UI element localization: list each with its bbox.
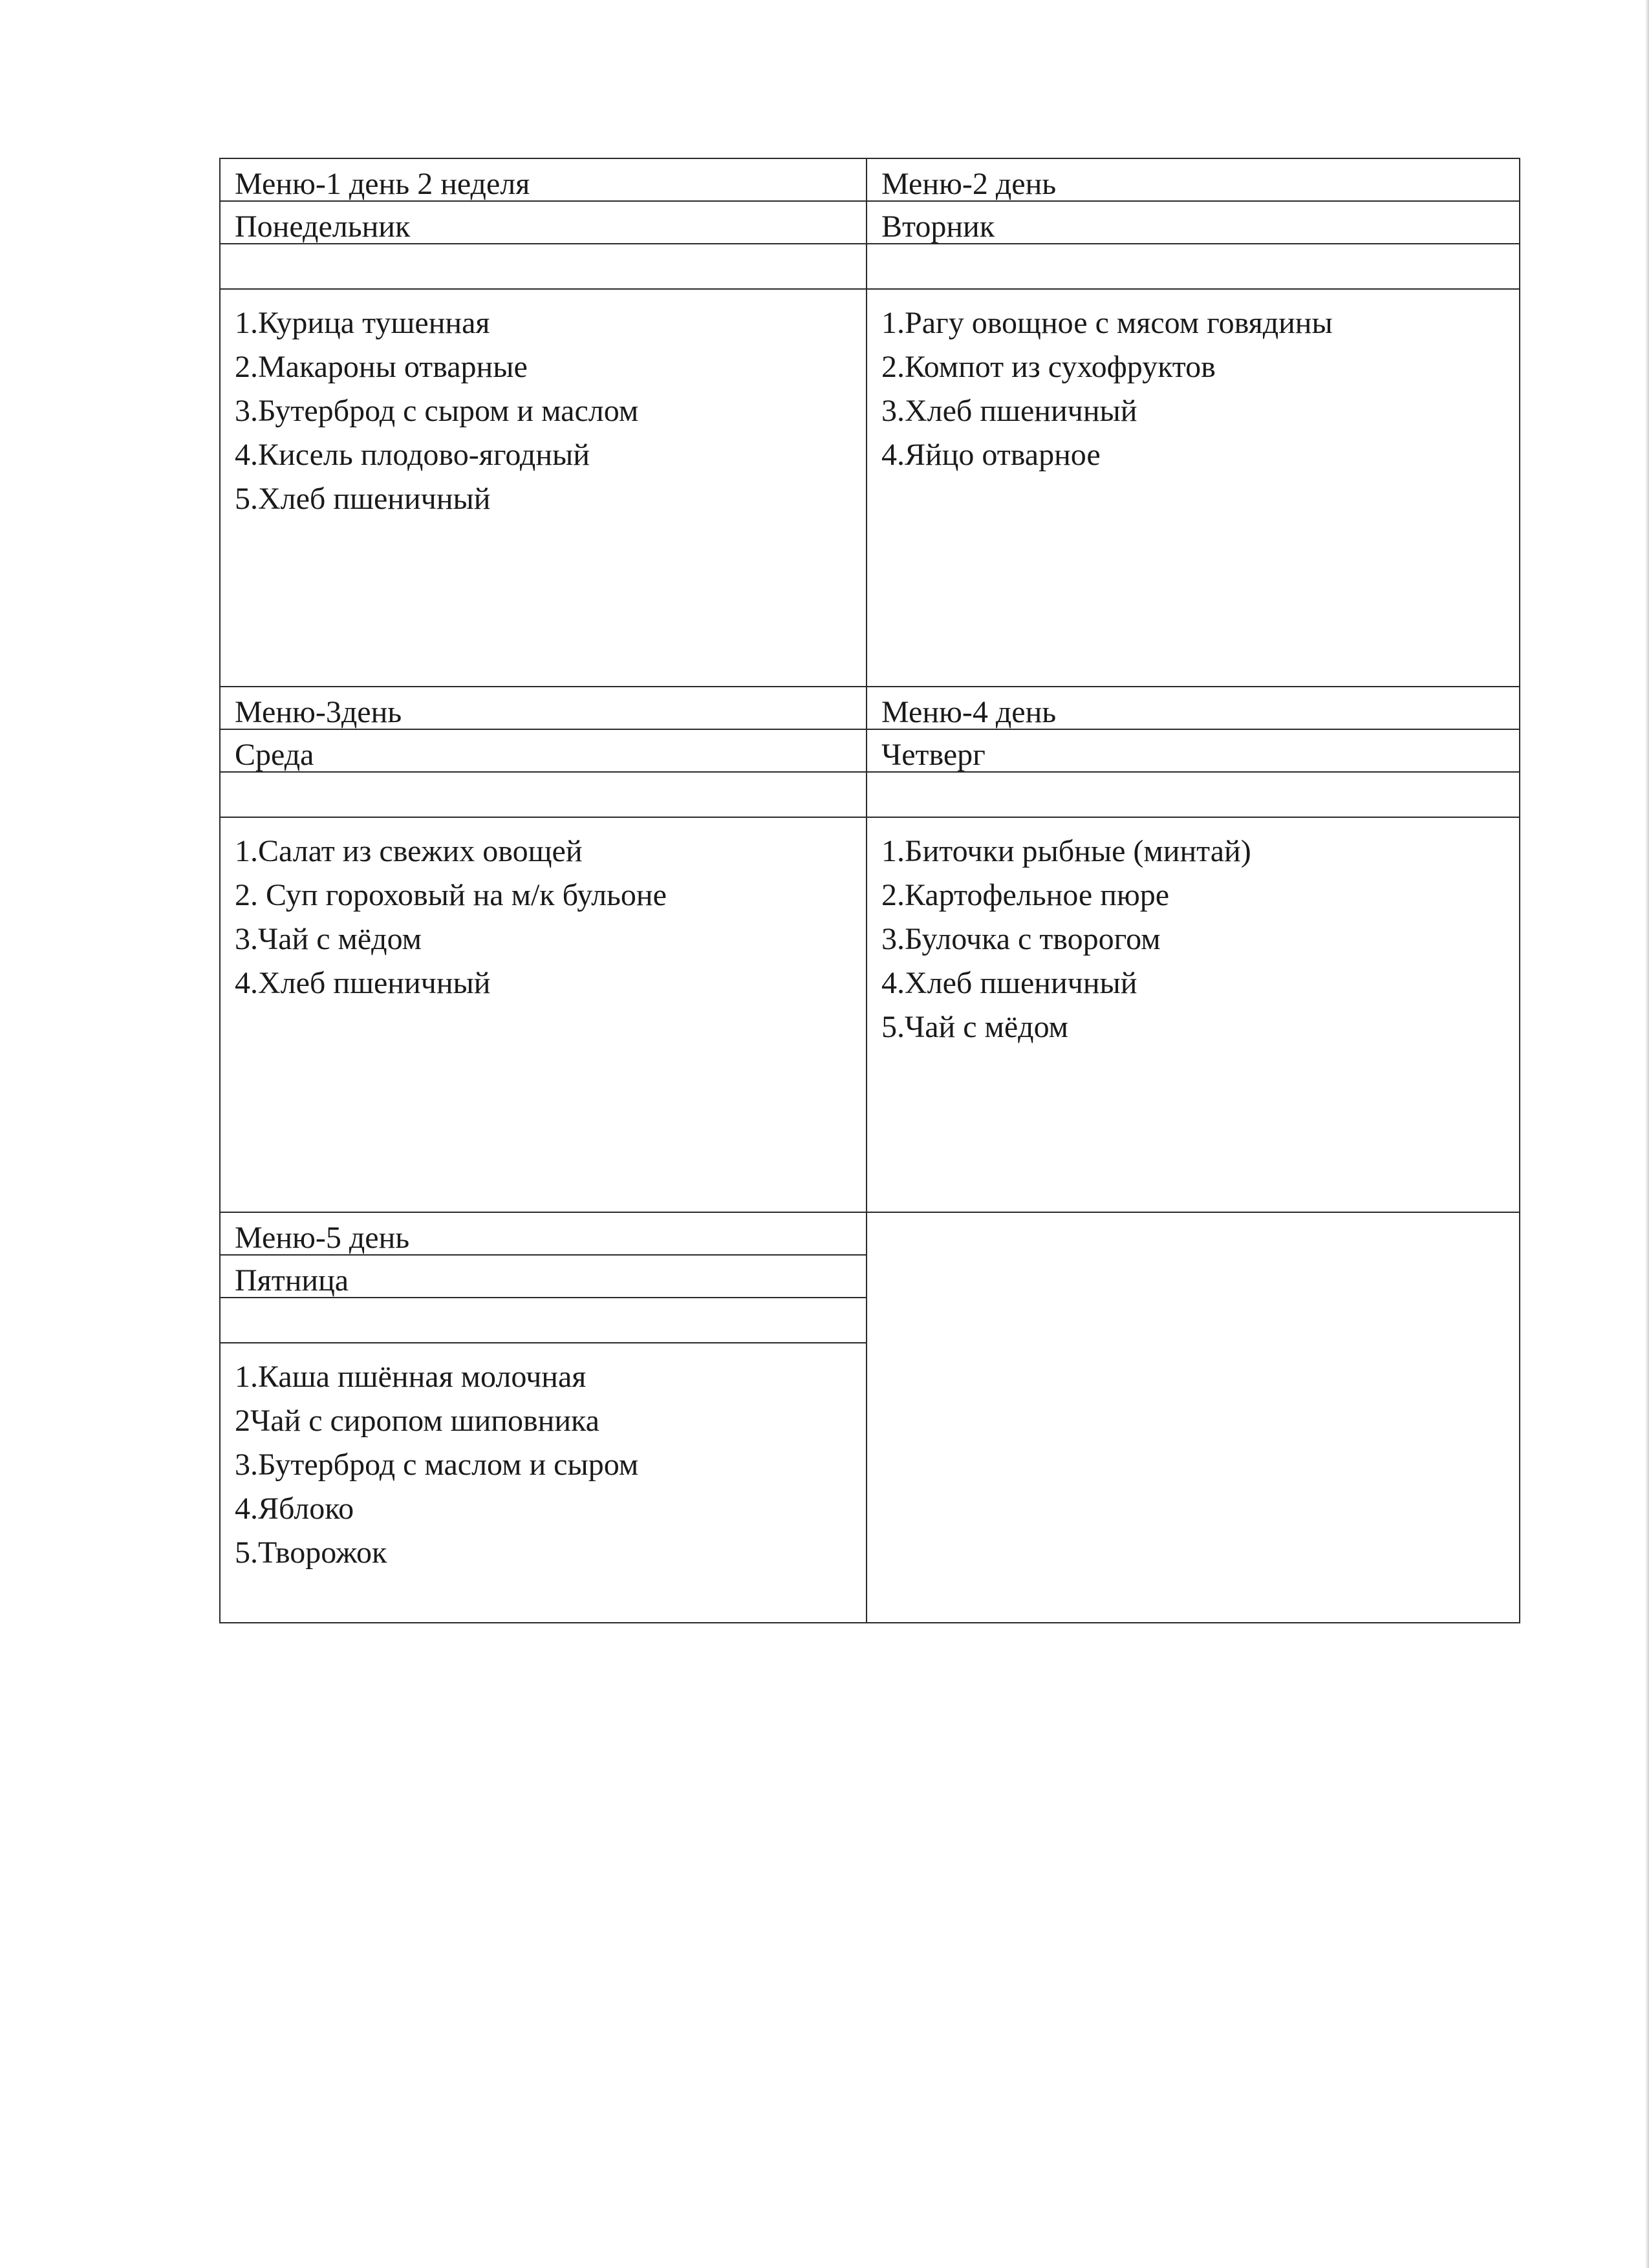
dish-item: 2.Компот из сухофруктов — [881, 350, 1216, 384]
dish-item: 5.Чай с мёдом — [881, 1010, 1069, 1044]
dish-item: 1.Салат из свежих овощей — [235, 834, 583, 868]
dish-item: 4.Яйцо отварное — [881, 438, 1101, 472]
menu-day-title: Меню-3день — [221, 687, 866, 730]
dish-list — [221, 818, 866, 1005]
menu-day-title: Меню-1 день 2 неделя — [221, 159, 866, 202]
weekday-label: Четверг — [867, 730, 1519, 773]
empty-row — [867, 244, 1519, 290]
day-block-friday — [219, 1212, 867, 1623]
dish-list — [221, 290, 866, 521]
menu-day-title: Меню-4 день — [867, 687, 1519, 730]
dish-item: 4.Яблоко — [235, 1492, 354, 1526]
empty-cell — [866, 1212, 1520, 1623]
day-block-wednesday — [219, 686, 867, 1213]
empty-row — [221, 773, 866, 818]
empty-row — [221, 244, 866, 290]
weekly-menu-table — [220, 158, 1520, 1623]
menu-day-title: Меню-5 день — [221, 1213, 866, 1256]
dish-item: 3.Булочка с творогом — [881, 922, 1161, 956]
dish-list — [221, 1343, 866, 1575]
dish-list — [867, 818, 1519, 1049]
dish-item: 4.Кисель плодово-ягодный — [235, 438, 590, 472]
dish-item: 1.Биточки рыбные (минтай) — [881, 834, 1251, 868]
dish-item: 2.Макароны отварные — [235, 350, 528, 384]
scan-edge — [1645, 0, 1649, 2268]
day-block-thursday — [866, 686, 1520, 1213]
dish-item: 1.Рагу овощное с мясом говядины — [881, 306, 1333, 340]
dish-item: 2. Суп гороховый на м/к бульоне — [235, 878, 667, 912]
dish-item: 1.Курица тушенная — [235, 306, 490, 340]
dish-item: 4.Хлеб пшеничный — [881, 966, 1137, 1000]
menu-day-title: Меню-2 день — [867, 159, 1519, 202]
empty-row — [867, 773, 1519, 818]
dish-item: 3.Бутерброд с маслом и сыром — [235, 1448, 639, 1482]
empty-row — [221, 1298, 866, 1343]
day-block-tuesday — [866, 158, 1520, 687]
dish-item: 2.Картофельное пюре — [881, 878, 1170, 912]
dish-item: 5.Творожок — [235, 1535, 387, 1570]
dish-item: 5.Хлеб пшеничный — [235, 482, 491, 516]
weekday-label: Пятница — [221, 1256, 866, 1298]
weekday-label: Понедельник — [221, 202, 866, 244]
day-block-monday — [219, 158, 867, 687]
dish-item: 3.Бутерброд с сыром и маслом — [235, 394, 639, 428]
dish-item: 2Чай с сиропом шиповника — [235, 1404, 599, 1438]
dish-item: 1.Каша пшённая молочная — [235, 1360, 587, 1394]
weekday-label: Вторник — [867, 202, 1519, 244]
dish-item: 4.Хлеб пшеничный — [235, 966, 491, 1000]
dish-item: 3.Чай с мёдом — [235, 922, 422, 956]
dish-list — [867, 290, 1519, 477]
dish-item: 3.Хлеб пшеничный — [881, 394, 1137, 428]
weekday-label: Среда — [221, 730, 866, 773]
